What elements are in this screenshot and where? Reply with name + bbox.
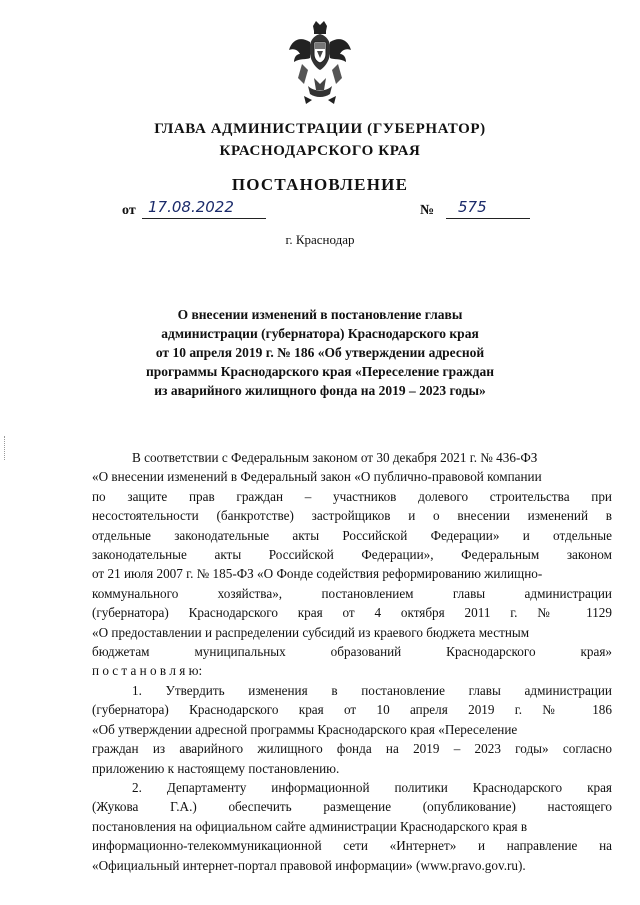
document-title [120, 305, 520, 400]
body-line: законодательные акты Российской Федерации», Федеральным законом [92, 547, 612, 563]
body-line: граждан из аварийного жилищного фонда на 2019 – 2023 годы» согласно [92, 741, 612, 757]
number-value-handwritten: 575 [446, 198, 530, 219]
body-line: «Об утверждении адресной программы Краснодарского края «Переселение [92, 721, 518, 737]
body-line: (губернатора) Краснодарского края от 4 октября 2011 г. № 1129 [92, 605, 612, 621]
body-line: бюджетам муниципальных образований Краснодарского края» [92, 644, 612, 660]
title-line: О внесении изменений в постановление главы [177, 307, 463, 322]
city-label: г. Краснодар [285, 232, 355, 247]
body-line: несостоятельности (банкротстве) застройщиков и о внесении изменений в [92, 508, 612, 524]
body-line: «О внесении изменений в Федеральный закон «О публично-правовой компании [92, 469, 542, 485]
body-line: (Жукова Г.А.) обеспечить размещение (опубликование) настоящего [92, 799, 612, 815]
document-body [92, 448, 612, 875]
body-line: «О предоставлении и распределении субсидий из краевого бюджета местным [92, 624, 530, 640]
body-line: по защите прав граждан – участников долевого строительства при [92, 488, 612, 504]
body-line: постановления на официальном сайте администрации Краснодарского края в [92, 818, 528, 834]
body-line: отдельные законодательные акты Российской Федерации» и отдельные [92, 527, 612, 543]
body-line: (губернатора) Краснодарского края от 10 апреля 2019 г. № 186 [92, 702, 612, 718]
body-line: от 21 июля 2007 г. № 185-ФЗ «О Фонде содействия реформированию жилищно- [92, 566, 543, 582]
coat-of-arms-emblem [286, 20, 354, 106]
body-line: В соответствии с Федеральным законом от 30 декабря 2021 г. № 436-ФЗ [132, 450, 538, 465]
title-line: администрации (губернатора) Краснодарского края [161, 326, 479, 341]
margin-mark [4, 436, 7, 460]
decree-type-heading: ПОСТАНОВЛЕНИЕ [231, 175, 409, 194]
header-title-line-1: ГЛАВА АДМИНИСТРАЦИИ (ГУБЕРНАТОР) [154, 121, 486, 137]
title-line: программы Краснодарского края «Переселение граждан [145, 364, 495, 379]
body-line: 1. Утвердить изменения в постановление главы администрации [132, 682, 612, 698]
body-line-resolve: п о с т а н о в л я ю: [92, 663, 203, 679]
body-line: приложению к настоящему постановлению. [92, 760, 340, 776]
body-line: информационно-телекоммуникационной сети «Интернет» и направление на [92, 838, 612, 854]
date-value-handwritten: 17.08.2022 [142, 198, 266, 219]
header-title-line-2: КРАСНОДАРСКОГО КРАЯ [219, 143, 421, 159]
title-line: от 10 апреля 2019 г. № 186 «Об утверждении адресной [155, 345, 485, 360]
title-line: из аварийного жилищного фонда на 2019 – 2023 годы» [154, 383, 486, 398]
body-line: «Официальный интернет-портал правовой информации» (www.pravo.gov.ru). [92, 857, 526, 873]
body-line: коммунального хозяйства», постановлением главы администрации [92, 585, 612, 601]
date-label: от [122, 203, 136, 218]
number-label: № [420, 203, 435, 218]
body-line: 2. Департаменту информационной политики Краснодарского края [132, 779, 612, 795]
